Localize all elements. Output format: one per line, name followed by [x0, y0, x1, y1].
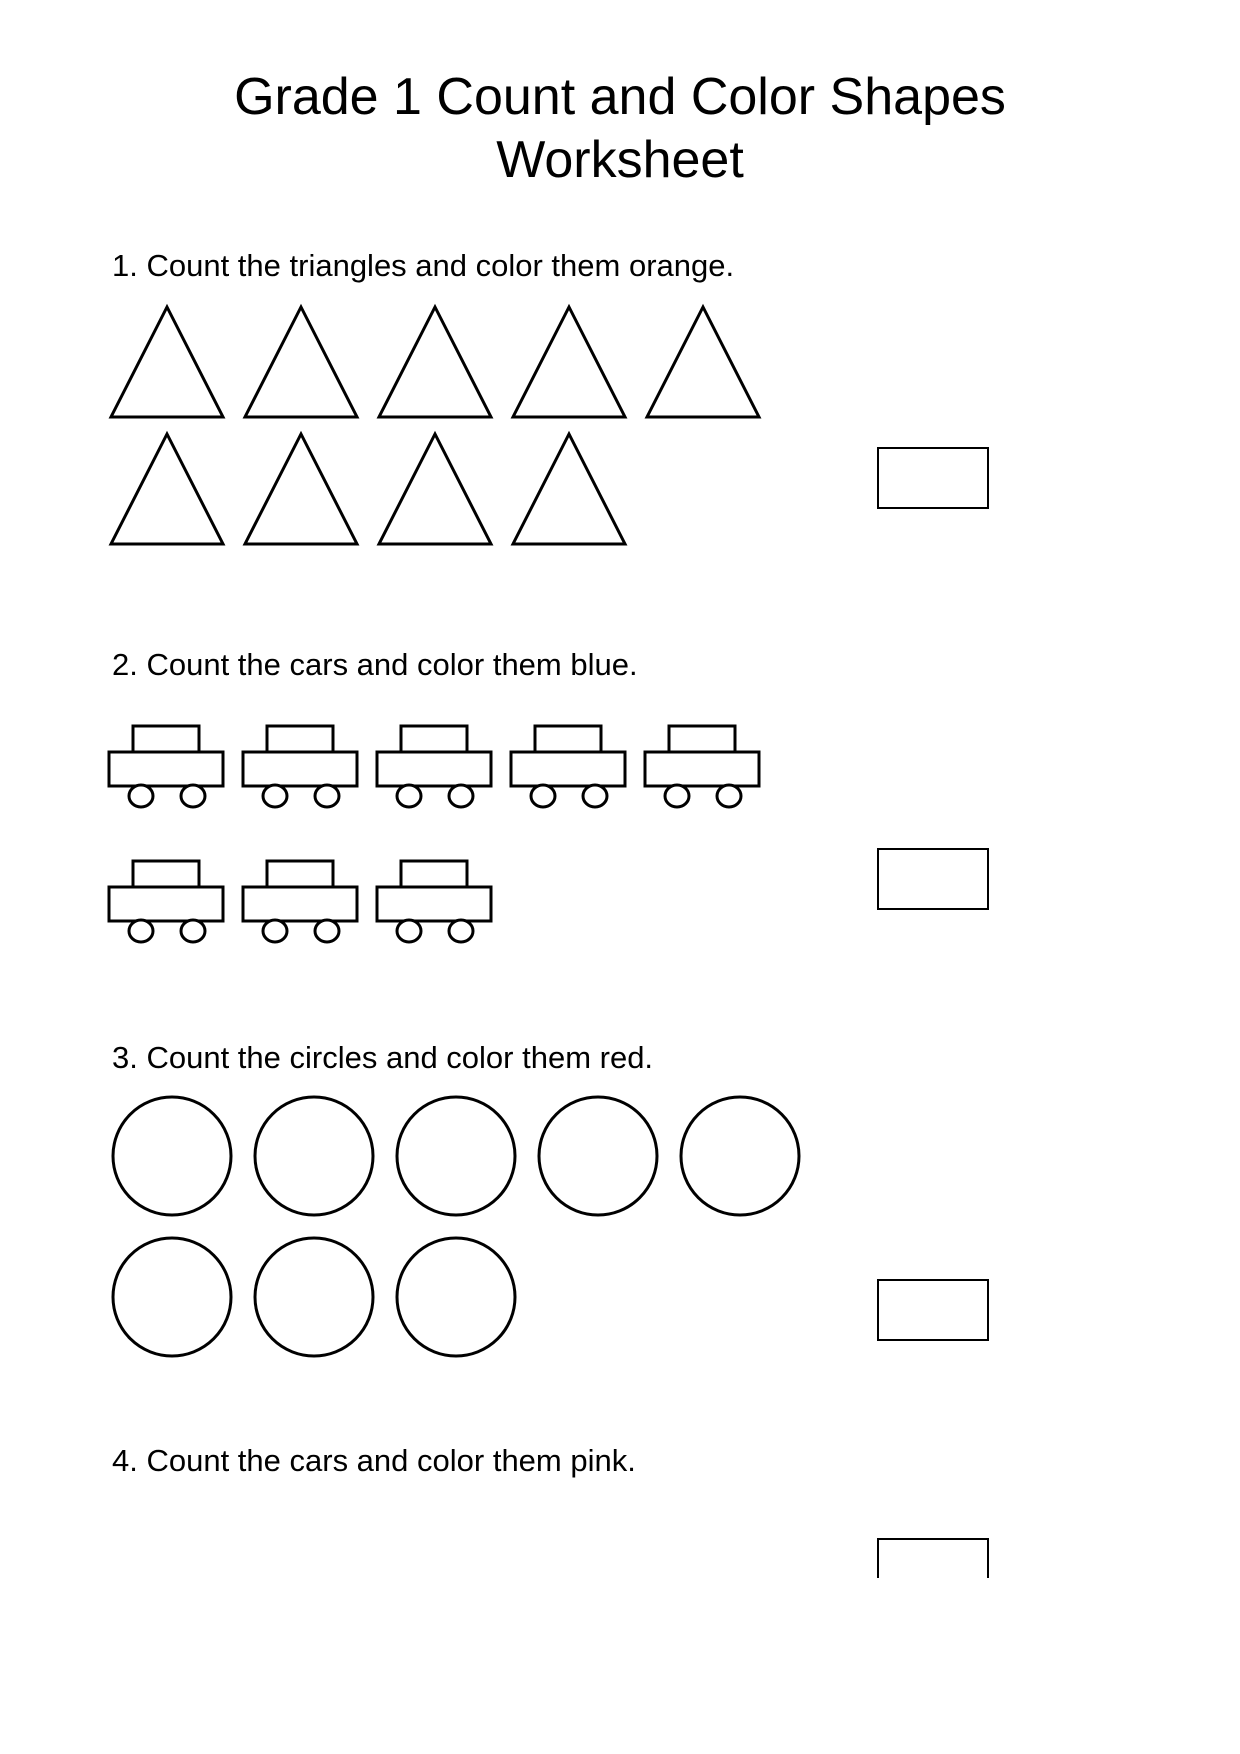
- triangle-shape: [507, 428, 639, 550]
- page-title: Grade 1 Count and Color Shapes Worksheet: [234, 68, 1006, 190]
- shape-row: [105, 1088, 1240, 1223]
- car-shape: [641, 720, 773, 812]
- question-section-2: [0, 646, 1240, 947]
- car-shape: [239, 855, 371, 947]
- circle-shape: [673, 1090, 813, 1222]
- question-1-shapes: [0, 284, 1240, 550]
- circle-shape: [247, 1231, 387, 1363]
- question-1-text: 1. Count the triangles and color them orange.: [112, 247, 735, 283]
- shape-row: [105, 425, 1240, 550]
- car-shape: [239, 720, 371, 812]
- circle-shape: [105, 1231, 245, 1363]
- circle-shape: [389, 1090, 529, 1222]
- triangle-shape: [105, 428, 237, 550]
- car-shape: [105, 855, 237, 947]
- circle-shape: [531, 1090, 671, 1222]
- question-section-1: [0, 247, 1240, 550]
- answer-box-4[interactable]: [877, 1538, 989, 1578]
- answer-box-3[interactable]: [877, 1279, 989, 1341]
- triangle-shape: [373, 428, 505, 550]
- circle-shape: [389, 1231, 529, 1363]
- triangle-shape: [641, 301, 773, 423]
- circle-shape: [247, 1090, 387, 1222]
- car-shape: [105, 720, 237, 812]
- question-2-shapes: [0, 683, 1240, 947]
- question-section-3: [0, 1039, 1240, 1364]
- car-shape: [373, 855, 505, 947]
- triangle-shape: [373, 301, 505, 423]
- shape-row: [105, 1229, 1240, 1364]
- shape-row: [105, 842, 1240, 947]
- car-shape: [507, 720, 639, 812]
- question-section-4: [0, 1442, 1240, 1479]
- shape-row: [105, 298, 1240, 423]
- car-shape: [373, 720, 505, 812]
- question-3-text: 3. Count the circles and color them red.: [112, 1040, 654, 1076]
- triangle-shape: [105, 301, 237, 423]
- question-4-text: 4. Count the cars and color them pink.: [112, 1443, 636, 1479]
- circle-shape: [105, 1090, 245, 1222]
- question-2-text: 2. Count the cars and color them blue.: [112, 647, 638, 683]
- triangle-shape: [239, 301, 371, 423]
- shape-row: [105, 707, 1240, 812]
- answer-box-2[interactable]: [877, 848, 989, 910]
- question-3-shapes: [0, 1076, 1240, 1364]
- triangle-shape: [507, 301, 639, 423]
- triangle-shape: [239, 428, 371, 550]
- answer-box-1[interactable]: [877, 447, 989, 509]
